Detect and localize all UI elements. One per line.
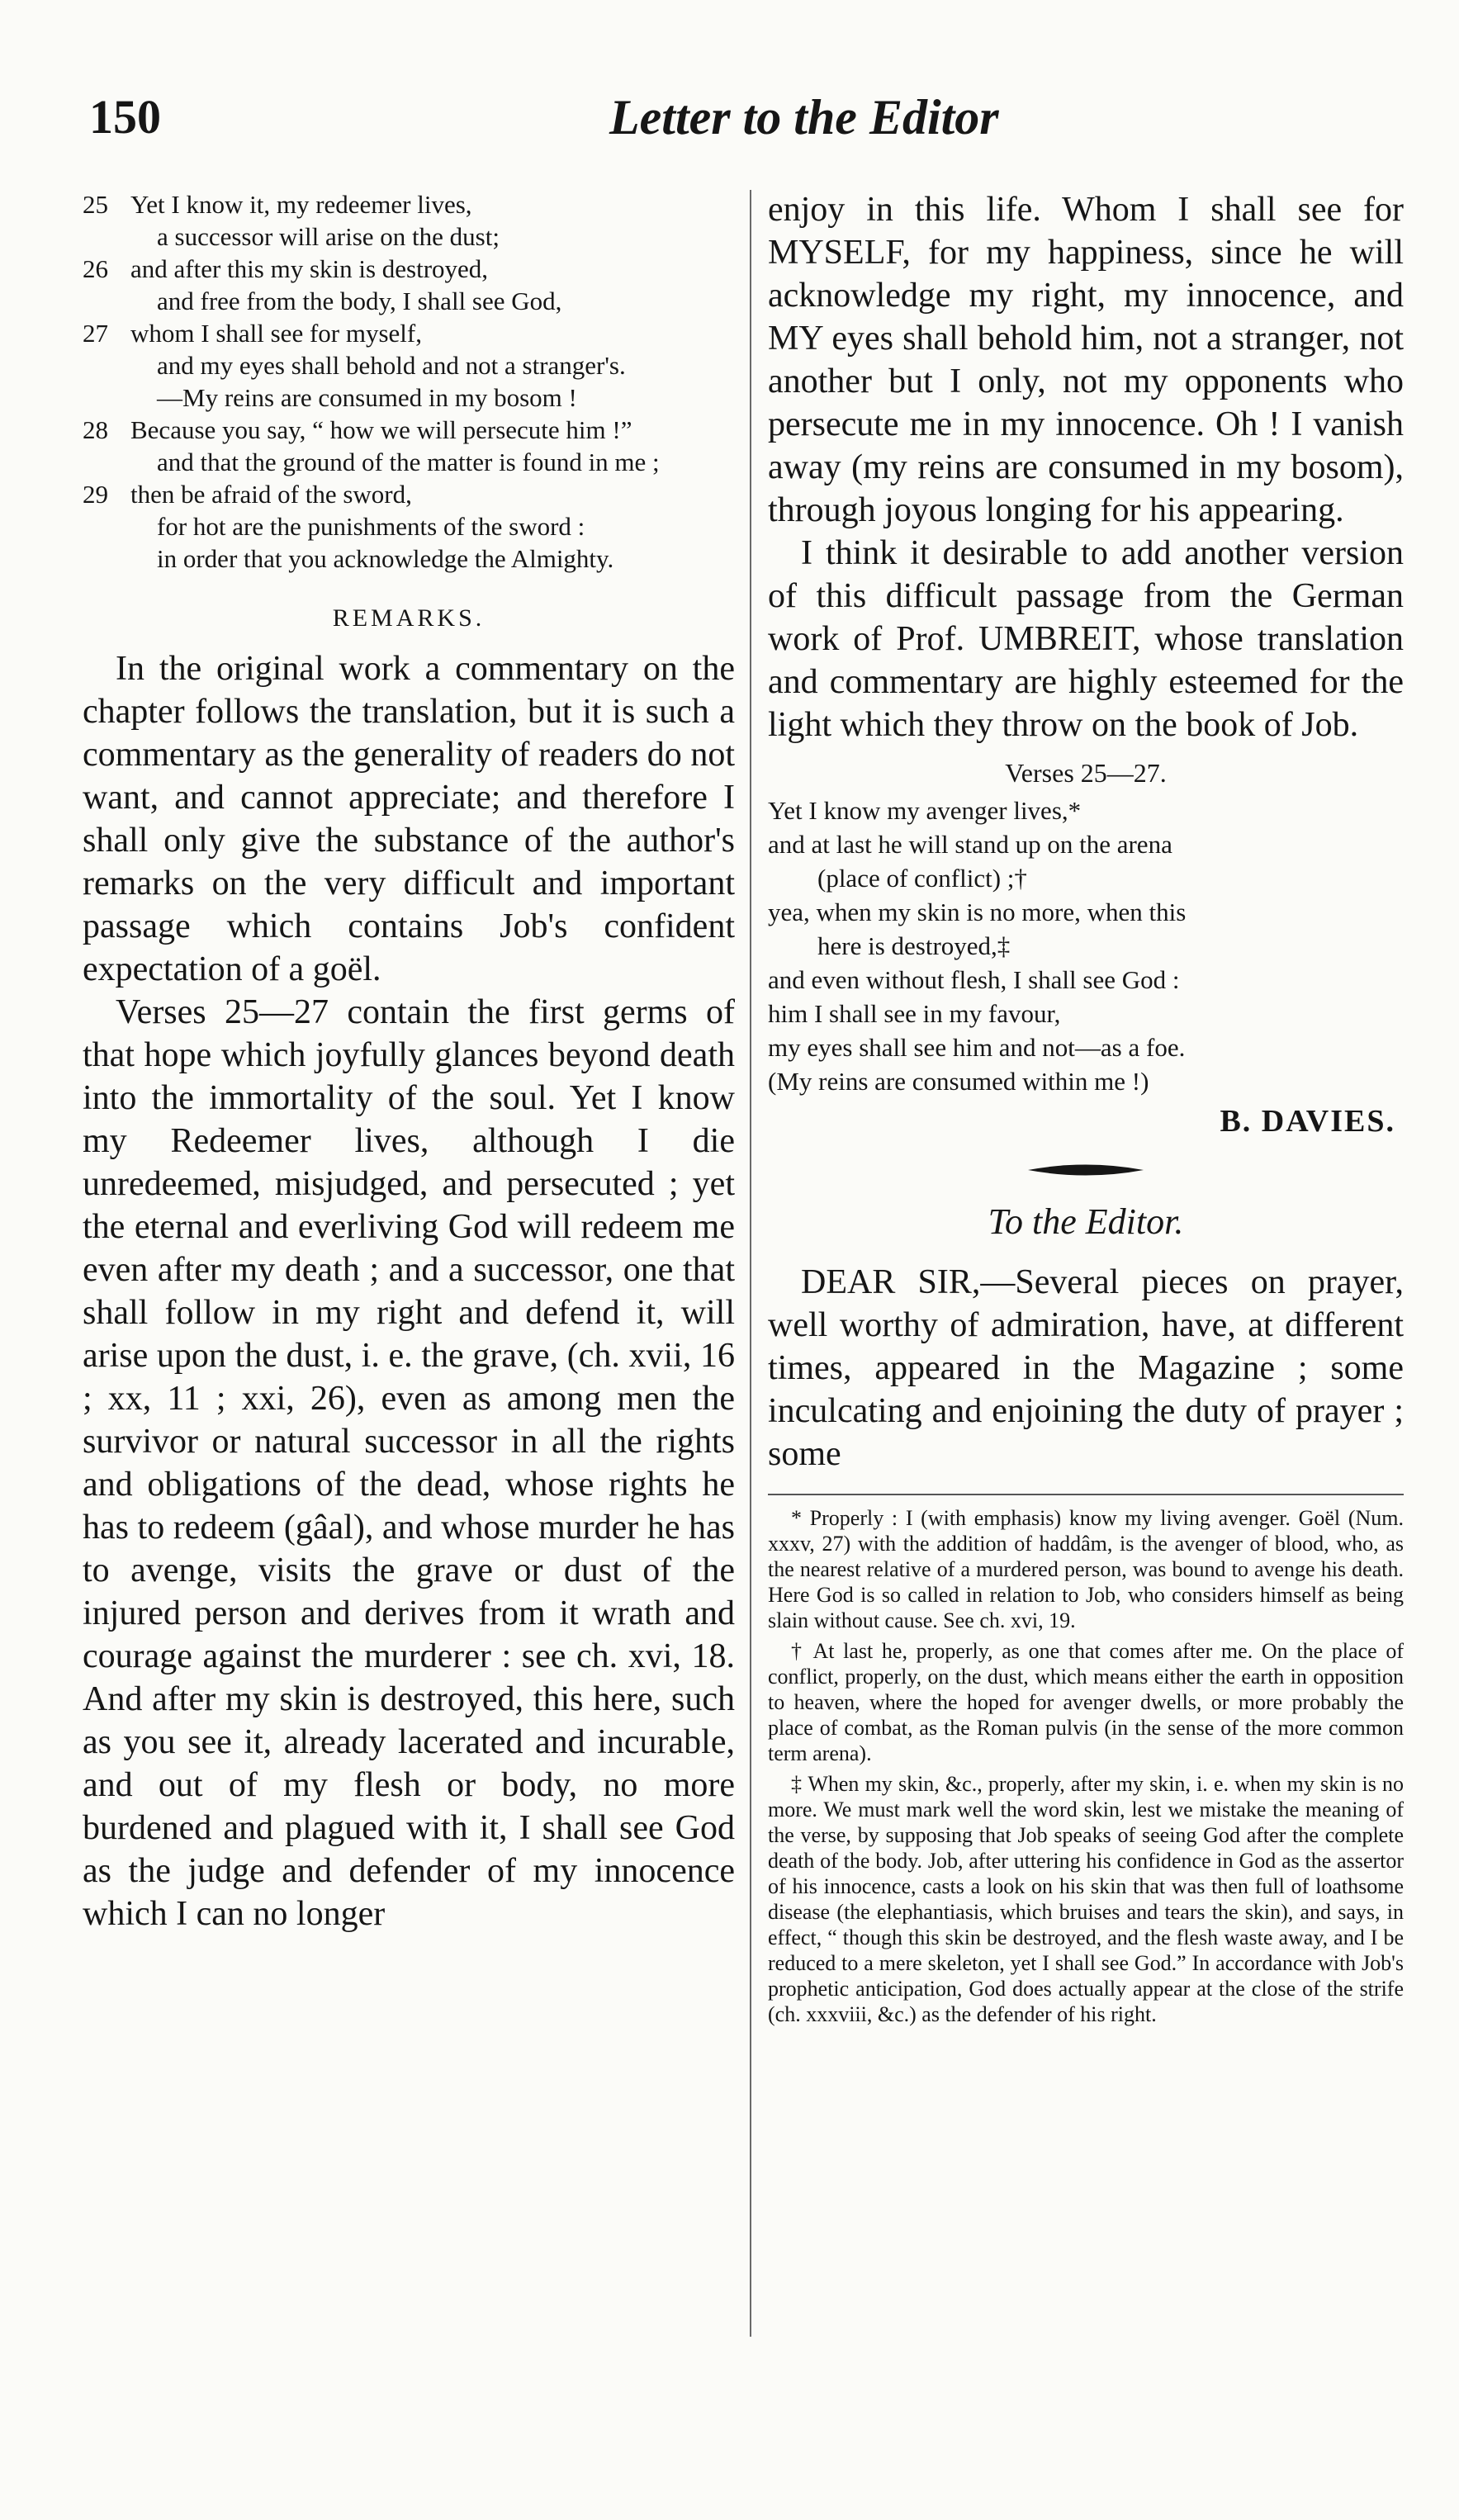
verse-25 <box>83 188 735 253</box>
remarks-heading: REMARKS. <box>332 604 486 632</box>
verse-line: and free from the body, I shall see God, <box>157 287 562 315</box>
version-line: (place of conflict) ;† <box>817 864 1027 893</box>
verses-heading: Verses 25—27. <box>1005 758 1167 788</box>
verse-line: whom I shall see for myself, <box>130 319 422 348</box>
remarks-paragraph-2: Verses 25—27 contain the first germs of that hope which joyfully glances beyond death into the immortality of the soul. Yet I know my Redeemer lives, although I die unredeemed, misjudged, and persecuted ; yet the eternal and everliving God will redeem me even after my death ; and a successor, one that shall follow in my right and defend it, will arise upon the dust, i. e. the grave, (ch. xvii, 16 ; xx, 11 ; xxi, 26), even as among men the survivor or natural successor in all the rights and obligations of the dead, whose rights he has to redeem (gâal), and whose murder he has to avenge, visits the grave or dust of the injured person and derives from it wrath and courage against the murderer : see ch. xvi, 18. And after my skin is destroyed, this here, such as you see it, already lacerated and incurable, and out of my flesh or body, no more burdened and plagued with it, I shall see God as the judge and defender of my innocence which I can no longer <box>83 993 735 1933</box>
version-line: Yet I know my avenger lives,* <box>768 796 1082 825</box>
remarks-paragraph-1: In the original work a commentary on the chapter follows the translation, but it is such a commentary as the generality of readers do not want, and cannot appreciate; and therefore I shall only give the substance of the author's remarks on the very difficult and important passage which contains Job's confident expectation of a goël. <box>83 650 735 988</box>
letter-text: —Several pieces on prayer, well worthy of admiration, have, at different times, appeared in the Magazine ; some inculcating and enjoining the duty of prayer ; some <box>768 1263 1404 1473</box>
verse-line: in order that you acknowledge the Almighty. <box>157 544 614 573</box>
verse-line: for hot are the punishments of the sword : <box>157 512 585 541</box>
verse-number: 25 <box>83 190 108 219</box>
verse-line: —My reins are consumed in my bosom ! <box>157 383 577 412</box>
verse-number: 28 <box>83 415 108 444</box>
paragraph-continuation: enjoy in this life. Whom I shall see for MYSELF, for my happiness, since he will acknowledge my right, my innocence, and MY eyes shall behold him, not a stranger, not another but I only, not my opponents who persecute me in my innocence. Oh ! I vanish away (my reins are consumed in my bosom), through joyous longing for his appearing. <box>768 191 1404 529</box>
footnote-2: † At last he, properly, as one that comes after me. On the place of conflict, properly, on the dust, which means either the earth in opposition to heaven, where the hoped for avenger dwells, or more probably the place of combat, as the Roman pulvis (in the sense of the more common term arena). <box>768 1639 1404 1765</box>
editor-heading: To the Editor. <box>988 1201 1184 1242</box>
verse-line: and after this my skin is destroyed, <box>130 254 489 283</box>
verse-line: Because you say, “ how we will persecute him !” <box>130 415 632 444</box>
verse-27 <box>83 317 735 414</box>
verse-line: a successor will arise on the dust; <box>157 222 500 251</box>
letter-paragraph <box>768 1261 1404 1476</box>
right-column <box>768 188 1404 2032</box>
column-divider <box>750 190 751 2337</box>
footnote-3: ‡ When my skin, &c., properly, after my skin, i. e. when my skin is no more. We must mark well the word skin, lest we mistake the meaning of the verse, by supposing that Job speaks of seeing God after the complete death of the body. Job, after uttering his confidence in God as the assertor of his innocence, casts a look on his skin that was then full of loathsome disease (the elephantiasis, which bruises and tears the skin), and says, in effect, “ though this skin be destroyed, and the flesh waste away, and I be reduced to a mere skeleton, yet I shall see God.” In accordance with Job's prophetic anticipation, God does actually appear at the close of the strife (ch. xxxviii, &c.) as the defender of his right. <box>768 1772 1404 2026</box>
version-line: my eyes shall see him and not—as a foe. <box>768 1033 1186 1062</box>
verse-number: 29 <box>83 480 108 509</box>
verse-26 <box>83 253 735 317</box>
page-header <box>89 89 1402 163</box>
verse-block <box>83 188 735 575</box>
letter-salutation: DEAR SIR, <box>801 1263 981 1301</box>
letter-body <box>768 1261 1404 1476</box>
verse-line: then be afraid of the sword, <box>130 480 412 509</box>
version-line: him I shall see in my favour, <box>768 999 1061 1028</box>
verse-line: and my eyes shall behold and not a stranger's. <box>157 351 626 380</box>
left-column <box>83 188 735 1935</box>
running-title: Letter to the Editor <box>609 90 999 144</box>
verse-line: Yet I know it, my redeemer lives, <box>130 190 472 219</box>
umbreit-version <box>768 793 1404 1098</box>
verse-28 <box>83 414 735 478</box>
version-line: and at last he will stand up on the arena <box>768 830 1172 859</box>
version-line: yea, when my skin is no more, when this <box>768 898 1187 926</box>
remarks-body <box>83 647 735 1935</box>
footnotes <box>768 1494 1404 2027</box>
verse-number: 26 <box>83 254 108 283</box>
section-ornament <box>1028 1161 1144 1179</box>
version-line: (My reins are consumed within me !) <box>768 1067 1149 1096</box>
remarks-continued <box>768 188 1404 746</box>
version-line: and even without flesh, I shall see God : <box>768 965 1180 994</box>
version-line: here is destroyed,‡ <box>817 931 1011 960</box>
verse-29 <box>83 478 735 575</box>
verse-line: and that the ground of the matter is found in me ; <box>157 448 660 476</box>
author-signature: B. DAVIES. <box>1220 1104 1395 1139</box>
umbreit-paragraph: I think it desirable to add another version of this difficult passage from the German work of Prof. UMBREIT, whose translation and commentary are highly esteemed for the light which they throw on the book of Job. <box>768 534 1404 744</box>
page-number: 150 <box>89 90 161 144</box>
verse-number: 27 <box>83 319 108 348</box>
footnote-1: * Properly : I (with emphasis) know my living avenger. Goël (Num. xxxv, 27) with the addition of haddâm, is the avenger of blood, who, as the nearest relative of a murdered person, was bound to avenge his death. Here God is so called in relation to Job, who considers himself as being slain without cause. See ch. xvi, 19. <box>768 1506 1404 1632</box>
